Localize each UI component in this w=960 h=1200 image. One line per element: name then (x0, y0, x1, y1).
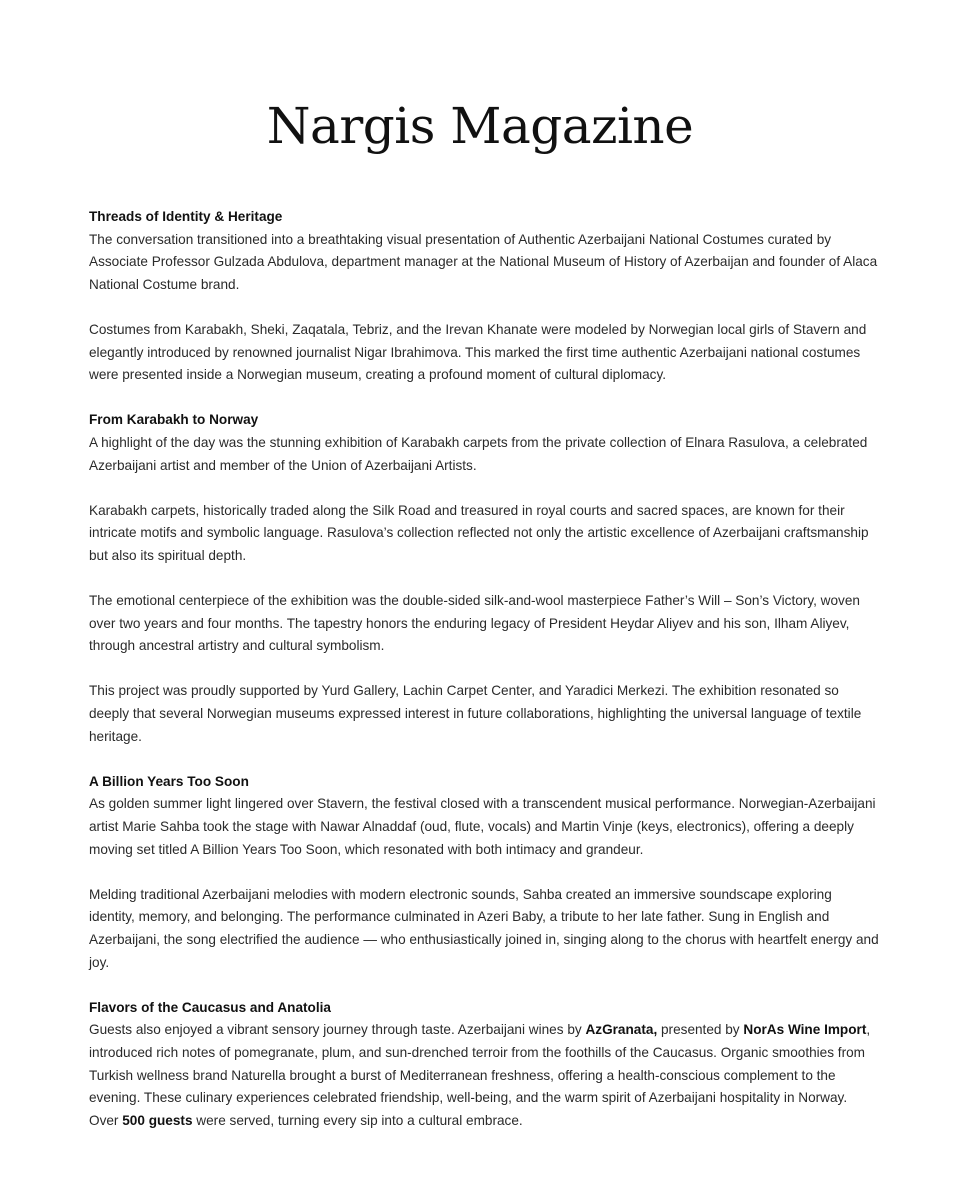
section-karabakh-to-norway (89, 409, 879, 748)
paragraph: This project was proudly supported by Yurd Gallery, Lachin Carpet Center, and Yaradici Merkezi. The exhibition resonated so deeply that several Norwegian museums expressed interest in future collaborations, highlighting the universal language of textile heritage. (89, 683, 862, 744)
highlight-noras-wine-import: NorAs Wine Import (743, 1022, 867, 1038)
paragraph: Costumes from Karabakh, Sheki, Zaqatala, Tebriz, and the Irevan Khanate were modeled by Norwegian local girls of Stavern and elegantly introduced by renowned journalist Nigar Ibrahimova. This marked the first time authentic Azerbaijani national costumes were presented inside a Norwegian museum, creating a profound moment of cultural diplomacy. (89, 321, 867, 383)
paragraph-with-highlights (89, 1019, 879, 1132)
text-run: , introduced rich notes of pomegranate, plum, and sun-drenched terroir from the foothills of the Caucasus. Organic smoothies from Turkish wellness brand Naturella brought a burst of Mediterranean freshness, offering a health-conscious complement to the evening. These culinary experiences celebrated friendship, well-being, and the warm spirit of Azerbaijani hospitality in Norway. Over (89, 1022, 871, 1128)
paragraph: As golden summer light lingered over Stavern, the festival closed with a transcendent musical performance. Norwegian-Azerbaijani artist Marie Sahba took the stage with Nawar Alnaddaf (oud, flute, vocals) and Martin Vinje (keys, electronics), offering a deeply moving set titled A Billion Years Too Soon, which resonated with both intimacy and grandeur. (89, 796, 876, 857)
section-title: Flavors of the Caucasus and Anatolia (89, 999, 331, 1015)
paragraph: Karabakh carpets, historically traded along the Silk Road and treasured in royal courts and sacred spaces, are known for their intricate motifs and symbolic language. Rasulova’s collection reflected not only the artistic excellence of Azerbaijani craftsmanship but also its spiritual depth. (89, 502, 869, 563)
section-billion-years-too-soon (89, 771, 879, 974)
highlight-guest-count: 500 guests (122, 1112, 193, 1128)
text-run: presented by (657, 1022, 744, 1038)
text-run: were served, turning every sip into a cultural embrace. (192, 1112, 523, 1128)
section-title: A Billion Years Too Soon (89, 773, 249, 789)
article-body (89, 206, 879, 1132)
highlight-azgranata: AzGranata, (585, 1022, 658, 1038)
text-run: Guests also enjoyed a vibrant sensory journey through taste. Azerbaijani wines by (89, 1022, 586, 1038)
section-threads-of-identity (89, 206, 879, 387)
paragraph: A highlight of the day was the stunning exhibition of Karabakh carpets from the private collection of Elnara Rasulova, a celebrated Azerbaijani artist and member of the Union of Azerbaijani Artists. (89, 434, 868, 473)
paragraph: The emotional centerpiece of the exhibition was the double-sided silk-and-wool masterpiece Father’s Will – Son’s Victory, woven over two years and four months. The tapestry honors the enduring legacy of President Heydar Aliyev and his son, Ilham Aliyev, through ancestral artistry and cultural symbolism. (89, 593, 860, 654)
section-flavors-of-caucasus (89, 997, 879, 1133)
paragraph: Melding traditional Azerbaijani melodies with modern electronic sounds, Sahba created an immersive soundscape exploring identity, memory, and belonging. The performance culminated in Azeri Baby, a tribute to her late father. Sung in English and Azerbaijani, the song electrified the audience — who enthusiastically joined in, singing along to the chorus with heartfelt energy and joy. (89, 886, 879, 970)
paragraph: The conversation transitioned into a breathtaking visual presentation of Authentic Azerbaijani National Costumes curated by Associate Professor Gulzada Abdulova, department manager at the National Museum of History of Azerbaijan and founder of Alaca National Costume brand. (89, 231, 878, 292)
masthead-title: Nargis Magazine (266, 97, 694, 155)
section-title: Threads of Identity & Heritage (89, 209, 283, 224)
section-title: From Karabakh to Norway (89, 412, 259, 428)
